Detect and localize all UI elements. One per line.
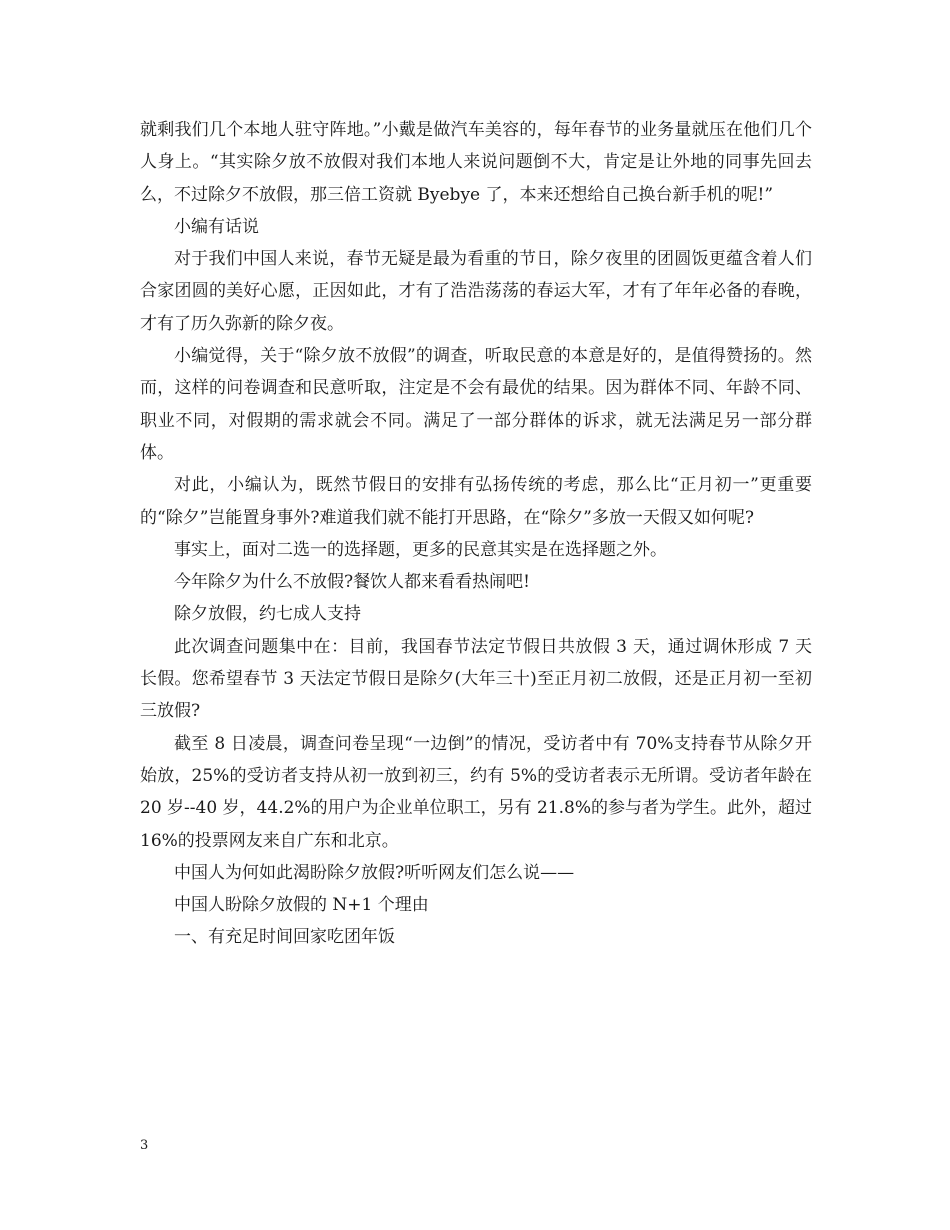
paragraph: 小编觉得，关于“除夕放不放假”的调查，听取民意的本意是好的，是值得赞扬的。然而，这样的问卷调查和民意听取，注定是不会有最优的结果。因为群体不同、年龄不同、职业不同，对假期的需求就会不同。满足了一部分群体的诉求，就无法满足另一部分群体。 (140, 346, 812, 463)
paragraph: 小编有话说 (174, 216, 259, 237)
paragraph: 除夕放假，约七成人支持 (174, 604, 361, 625)
paragraph: 中国人为何如此渴盼除夕放假?听听网友们怎么说—— (174, 862, 575, 883)
document-body (140, 114, 812, 954)
paragraph: 中国人盼除夕放假的 N+1 个理由 (174, 895, 429, 916)
paragraph: 此次调查问题集中在：目前，我国春节法定节假日共放假 3 天，通过调休形成 7 天长假。您希望春节 3 天法定节假日是除夕(大年三十)至正月初二放假，还是正月初一至初三放假? (140, 636, 812, 722)
paragraph: 对于我们中国人来说，春节无疑是最为看重的节日，除夕夜里的团圆饭更蕴含着人们合家团圆的美好心愿，正因如此，才有了浩浩荡荡的春运大军，才有了年年必备的春晚，才有了历久弥新的除夕夜。 (140, 249, 812, 334)
page-number: 3 (140, 1138, 149, 1153)
paragraph: 一、有充足时间回家吃团年饭 (174, 927, 395, 948)
paragraph: 事实上，面对二选一的选择题，更多的民意其实是在选择题之外。 (174, 539, 667, 560)
paragraph: 今年除夕为什么不放假?餐饮人都来看看热闹吧! (174, 572, 530, 593)
paragraph: 对此，小编认为，既然节假日的安排有弘扬传统的考虑，那么比“正月初一”更重要的“除夕”岂能置身事外?难道我们就不能打开思路，在“除夕”多放一天假又如何呢? (140, 475, 812, 528)
paragraph: 截至 8 日凌晨，调查问卷呈现“一边倒”的情况，受访者中有 70%支持春节从除夕开始放，25%的受访者支持从初一放到初三，约有 5%的受访者表示无所谓。受访者年龄在 20 岁--40 岁，44.2%的用户为企业单位职工，另有 21.8%的参与者为学生。此外，超过 16%的投票网友来自广东和北京。 (140, 733, 812, 851)
paragraph: 就剩我们几个本地人驻守阵地。”小戴是做汽车美容的，每年春节的业务量就压在他们几个人身上。“其实除夕放不放假对我们本地人来说问题倒不大，肯定是让外地的同事先回去么，不过除夕不放假，那三倍工资就 Byebye 了，本来还想给自己换台新手机的呢!” (140, 120, 812, 205)
